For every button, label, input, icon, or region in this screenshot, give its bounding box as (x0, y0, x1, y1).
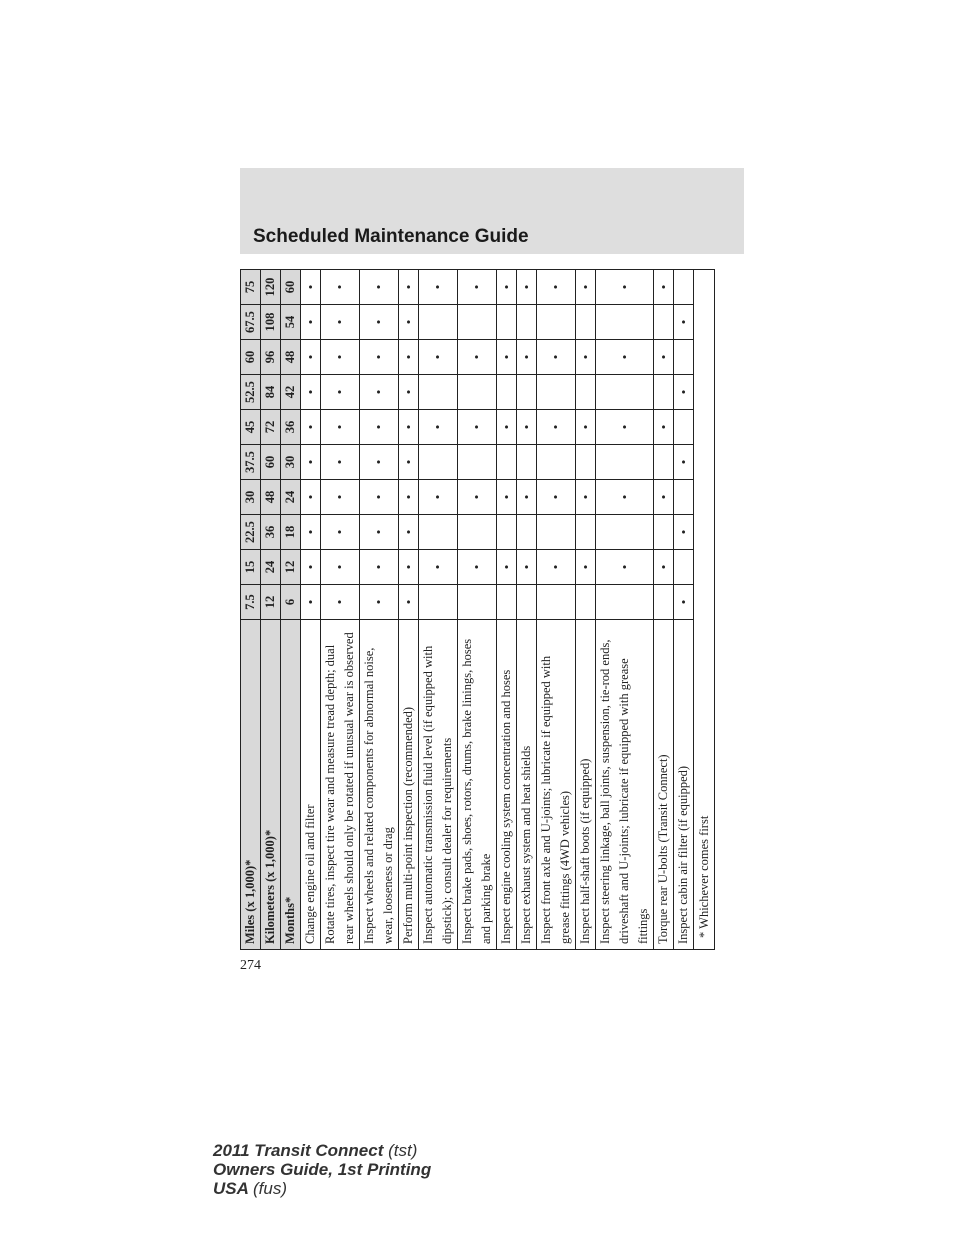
header-row (241, 270, 261, 950)
service-bullet: • (360, 305, 399, 340)
service-bullet: • (399, 340, 419, 375)
header-row (261, 270, 281, 950)
header-value: 42 (281, 375, 301, 410)
table-row (399, 270, 419, 950)
footer-vehicle: 2011 Transit Connect (213, 1141, 384, 1160)
empty-cell (497, 445, 517, 480)
service-bullet: • (321, 445, 360, 480)
empty-cell (458, 305, 497, 340)
task-description: Inspect wheels and related components for abnormal noise, wear, looseness or drag (360, 620, 399, 950)
header-value: 96 (261, 340, 281, 375)
empty-cell (576, 445, 596, 480)
empty-cell (654, 305, 674, 340)
service-bullet: • (596, 550, 654, 585)
service-bullet: • (321, 515, 360, 550)
header-value: 60 (261, 445, 281, 480)
service-bullet: • (517, 340, 537, 375)
task-description: Perform multi-point inspection (recommended) (399, 620, 419, 950)
empty-cell (497, 585, 517, 620)
service-bullet: • (399, 445, 419, 480)
empty-cell (458, 445, 497, 480)
header-value: 72 (261, 410, 281, 445)
empty-cell (537, 585, 576, 620)
task-description: Change engine oil and filter (301, 620, 321, 950)
table-row (517, 270, 537, 950)
empty-cell (497, 515, 517, 550)
task-description: Inspect steering linkage, ball joints, suspension, tie-rod ends, driveshaft and U-joints; lubricate if equipped with grease fittings (596, 620, 654, 950)
header-label: Months* (281, 620, 301, 950)
service-bullet: • (399, 585, 419, 620)
service-bullet: • (399, 410, 419, 445)
service-bullet: • (497, 480, 517, 515)
service-bullet: • (399, 375, 419, 410)
empty-cell (458, 375, 497, 410)
empty-cell (419, 515, 458, 550)
service-bullet: • (674, 585, 694, 620)
service-bullet: • (360, 480, 399, 515)
service-bullet: • (301, 270, 321, 305)
service-bullet: • (654, 340, 674, 375)
service-bullet: • (517, 270, 537, 305)
service-bullet: • (360, 410, 399, 445)
section-banner (240, 168, 744, 254)
service-bullet: • (537, 480, 576, 515)
header-value: 15 (241, 550, 261, 585)
service-bullet: • (301, 550, 321, 585)
service-bullet: • (419, 270, 458, 305)
service-bullet: • (419, 340, 458, 375)
header-value: 18 (281, 515, 301, 550)
service-bullet: • (458, 410, 497, 445)
service-bullet: • (674, 515, 694, 550)
footer-line-3 (213, 1179, 431, 1198)
header-value: 37.5 (241, 445, 261, 480)
header-value: 36 (261, 515, 281, 550)
service-bullet: • (360, 515, 399, 550)
service-bullet: • (301, 515, 321, 550)
service-bullet: • (301, 410, 321, 445)
empty-cell (517, 375, 537, 410)
footnote-row (694, 270, 715, 950)
service-bullet: • (537, 270, 576, 305)
header-value: 108 (261, 305, 281, 340)
header-value: 84 (261, 375, 281, 410)
service-bullet: • (321, 585, 360, 620)
service-bullet: • (419, 410, 458, 445)
service-bullet: • (517, 410, 537, 445)
service-bullet: • (497, 340, 517, 375)
empty-cell (596, 305, 654, 340)
header-value: 12 (261, 585, 281, 620)
service-bullet: • (596, 340, 654, 375)
service-bullet: • (537, 340, 576, 375)
service-bullet: • (654, 410, 674, 445)
empty-cell (537, 375, 576, 410)
service-bullet: • (458, 550, 497, 585)
empty-cell (654, 515, 674, 550)
service-bullet: • (419, 480, 458, 515)
service-bullet: • (596, 270, 654, 305)
footnote-cell (694, 270, 715, 950)
empty-cell (596, 375, 654, 410)
table-row (576, 270, 596, 950)
empty-cell (517, 585, 537, 620)
empty-cell (576, 515, 596, 550)
empty-cell (674, 340, 694, 375)
table-row (458, 270, 497, 950)
service-bullet: • (654, 480, 674, 515)
footer-line-2: Owners Guide, 1st Printing (213, 1160, 432, 1179)
header-value: 60 (241, 340, 261, 375)
header-value: 45 (241, 410, 261, 445)
table-row (537, 270, 576, 950)
empty-cell (576, 585, 596, 620)
service-bullet: • (321, 270, 360, 305)
service-bullet: • (458, 340, 497, 375)
task-description: Inspect half-shaft boots (if equipped) (576, 620, 596, 950)
empty-cell (674, 550, 694, 585)
header-label: Miles (x 1,000)* (241, 620, 261, 950)
empty-cell (537, 445, 576, 480)
service-bullet: • (301, 305, 321, 340)
task-description: Inspect cabin air filter (if equipped) (674, 620, 694, 950)
empty-cell (517, 515, 537, 550)
header-value: 48 (281, 340, 301, 375)
header-value: 54 (281, 305, 301, 340)
service-bullet: • (458, 480, 497, 515)
service-bullet: • (360, 375, 399, 410)
footer-vehicle-code: (tst) (388, 1141, 418, 1160)
service-bullet: • (399, 515, 419, 550)
service-bullet: • (497, 270, 517, 305)
service-bullet: • (360, 550, 399, 585)
empty-cell (537, 305, 576, 340)
empty-cell (654, 375, 674, 410)
table-row (497, 270, 517, 950)
service-bullet: • (360, 340, 399, 375)
service-bullet: • (399, 270, 419, 305)
empty-cell (596, 445, 654, 480)
empty-cell (517, 305, 537, 340)
empty-cell (517, 445, 537, 480)
header-value: 120 (261, 270, 281, 305)
service-bullet: • (576, 480, 596, 515)
header-value: 52.5 (241, 375, 261, 410)
service-bullet: • (576, 270, 596, 305)
service-bullet: • (419, 550, 458, 585)
service-bullet: • (321, 305, 360, 340)
service-bullet: • (674, 375, 694, 410)
header-value: 48 (261, 480, 281, 515)
page-number: 274 (240, 958, 261, 973)
service-bullet: • (517, 480, 537, 515)
service-bullet: • (301, 340, 321, 375)
footer-line-1 (213, 1141, 431, 1160)
task-description: Rotate tires, inspect tire wear and measure tread depth; dual rear wheels should only be rotated if unusual wear is observed (321, 620, 360, 950)
empty-cell (497, 305, 517, 340)
header-value: 36 (281, 410, 301, 445)
service-bullet: • (596, 410, 654, 445)
service-bullet: • (497, 550, 517, 585)
service-bullet: • (399, 480, 419, 515)
empty-cell (674, 480, 694, 515)
empty-cell (419, 375, 458, 410)
empty-cell (419, 585, 458, 620)
header-value: 60 (281, 270, 301, 305)
task-description: Inspect front axle and U-joints; lubricate if equipped with grease fittings (4WD vehicles) (537, 620, 576, 950)
page-title: Scheduled Maintenance Guide (253, 226, 529, 247)
table-row (674, 270, 694, 950)
empty-cell (419, 305, 458, 340)
service-bullet: • (537, 410, 576, 445)
task-description: Torque rear U-bolts (Transit Connect) (654, 620, 674, 950)
service-bullet: • (321, 340, 360, 375)
service-bullet: • (301, 375, 321, 410)
service-bullet: • (399, 305, 419, 340)
header-value: 24 (261, 550, 281, 585)
empty-cell (576, 305, 596, 340)
task-description: Inspect engine cooling system concentration and hoses (497, 620, 517, 950)
table-row (301, 270, 321, 950)
header-value: 6 (281, 585, 301, 620)
service-bullet: • (360, 270, 399, 305)
service-bullet: • (576, 550, 596, 585)
task-description: Inspect exhaust system and heat shields (517, 620, 537, 950)
service-bullet: • (321, 550, 360, 585)
service-bullet: • (301, 445, 321, 480)
empty-cell (654, 585, 674, 620)
service-bullet: • (654, 550, 674, 585)
service-bullet: • (537, 550, 576, 585)
header-row (281, 270, 301, 950)
service-bullet: • (321, 410, 360, 445)
service-bullet: • (301, 480, 321, 515)
empty-cell (458, 585, 497, 620)
header-value: 12 (281, 550, 301, 585)
empty-cell (596, 585, 654, 620)
task-description: Inspect automatic transmission fluid level (if equipped with dipstick); consult dealer for requirements (419, 620, 458, 950)
empty-cell (596, 515, 654, 550)
table-row (419, 270, 458, 950)
table-row (321, 270, 360, 950)
header-value: 22.5 (241, 515, 261, 550)
task-description: Inspect brake pads, shoes, rotors, drums, brake linings, hoses and parking brake (458, 620, 497, 950)
service-bullet: • (360, 585, 399, 620)
empty-cell (654, 445, 674, 480)
service-bullet: • (458, 270, 497, 305)
service-bullet: • (399, 550, 419, 585)
header-value: 30 (281, 445, 301, 480)
service-bullet: • (654, 270, 674, 305)
service-bullet: • (517, 550, 537, 585)
empty-cell (419, 445, 458, 480)
service-bullet: • (321, 375, 360, 410)
service-bullet: • (674, 445, 694, 480)
empty-cell (537, 515, 576, 550)
empty-cell (497, 375, 517, 410)
footer-market-code: (fus) (253, 1179, 287, 1198)
header-label: Kilometers (x 1,000)* (261, 620, 281, 950)
service-bullet: • (360, 445, 399, 480)
header-value: 30 (241, 480, 261, 515)
footer-market: USA (213, 1179, 249, 1198)
table-row (360, 270, 399, 950)
header-value: 75 (241, 270, 261, 305)
maintenance-table-wrapper (240, 270, 724, 950)
header-value: 7.5 (241, 585, 261, 620)
table-row (654, 270, 674, 950)
document-footer (213, 1141, 431, 1198)
service-bullet: • (301, 585, 321, 620)
header-value: 24 (281, 480, 301, 515)
footnote: * Whichever comes first (696, 815, 711, 938)
empty-cell (674, 270, 694, 305)
table-row (596, 270, 654, 950)
maintenance-table (240, 269, 715, 950)
empty-cell (458, 515, 497, 550)
service-bullet: • (596, 480, 654, 515)
service-bullet: • (321, 480, 360, 515)
empty-cell (576, 375, 596, 410)
empty-cell (674, 410, 694, 445)
service-bullet: • (497, 410, 517, 445)
header-value: 67.5 (241, 305, 261, 340)
service-bullet: • (674, 305, 694, 340)
service-bullet: • (576, 340, 596, 375)
service-bullet: • (576, 410, 596, 445)
